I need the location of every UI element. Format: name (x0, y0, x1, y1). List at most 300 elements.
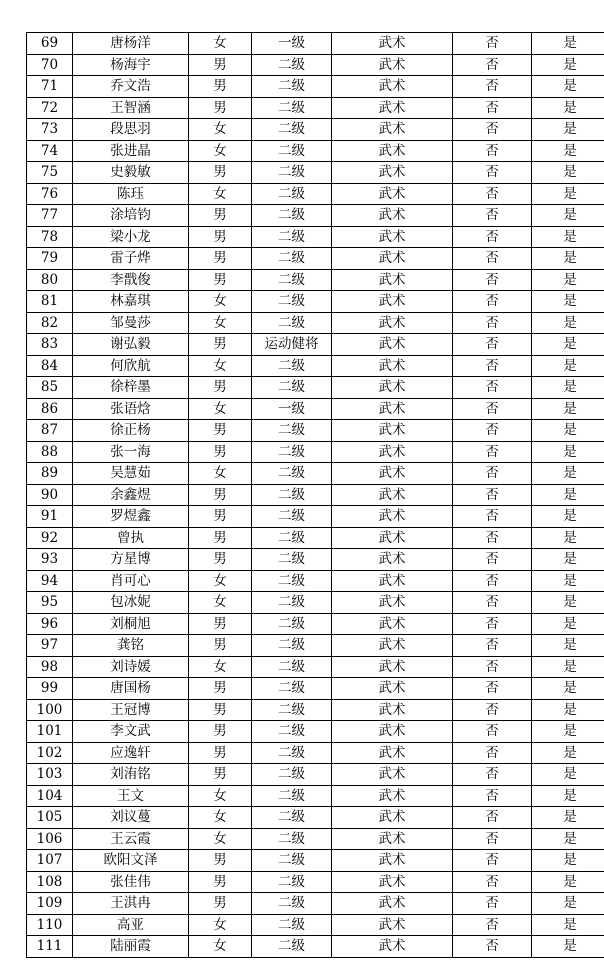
column-7-value: 是 (532, 635, 604, 657)
row-number: 77 (27, 205, 73, 227)
column-7-value: 是 (532, 269, 604, 291)
gender: 女 (189, 570, 252, 592)
table-row (27, 162, 604, 184)
sport: 武术 (332, 140, 453, 162)
table-row (27, 936, 604, 958)
athlete-name: 王云霞 (73, 828, 189, 850)
sport: 武术 (332, 656, 453, 678)
gender: 男 (189, 76, 252, 98)
athlete-name: 张进晶 (73, 140, 189, 162)
athlete-level: 二级 (252, 463, 332, 485)
column-6-value: 否 (453, 162, 532, 184)
column-7-value: 是 (532, 785, 604, 807)
gender: 男 (189, 549, 252, 571)
athlete-level: 二级 (252, 527, 332, 549)
table-row (27, 914, 604, 936)
table-row (27, 183, 604, 205)
gender: 女 (189, 914, 252, 936)
sport: 武术 (332, 33, 453, 55)
table-row (27, 97, 604, 119)
athlete-name: 刘桐旭 (73, 613, 189, 635)
athlete-name: 肖可心 (73, 570, 189, 592)
athlete-level: 二级 (252, 441, 332, 463)
athlete-name: 方星博 (73, 549, 189, 571)
column-7-value: 是 (532, 549, 604, 571)
athlete-level: 二级 (252, 914, 332, 936)
table-row (27, 721, 604, 743)
gender: 女 (189, 355, 252, 377)
table-row (27, 549, 604, 571)
column-6-value: 否 (453, 613, 532, 635)
athlete-level: 二级 (252, 871, 332, 893)
athlete-level: 二级 (252, 54, 332, 76)
athlete-name: 何欣航 (73, 355, 189, 377)
athlete-name: 张一海 (73, 441, 189, 463)
column-7-value: 是 (532, 828, 604, 850)
column-6-value: 否 (453, 635, 532, 657)
athlete-name: 谢弘毅 (73, 334, 189, 356)
column-7-value: 是 (532, 76, 604, 98)
row-number: 108 (27, 871, 73, 893)
column-6-value: 否 (453, 785, 532, 807)
row-number: 71 (27, 76, 73, 98)
column-7-value: 是 (532, 463, 604, 485)
gender: 女 (189, 140, 252, 162)
column-6-value: 否 (453, 119, 532, 141)
table-row (27, 463, 604, 485)
sport: 武术 (332, 635, 453, 657)
column-6-value: 否 (453, 441, 532, 463)
athlete-level: 二级 (252, 484, 332, 506)
table-row (27, 33, 604, 55)
column-7-value: 是 (532, 678, 604, 700)
sport: 武术 (332, 936, 453, 958)
athlete-level: 运动健将 (252, 334, 332, 356)
sport: 武术 (332, 893, 453, 915)
column-7-value: 是 (532, 893, 604, 915)
athlete-name: 陆丽霞 (73, 936, 189, 958)
row-number: 84 (27, 355, 73, 377)
gender: 女 (189, 183, 252, 205)
sport: 武术 (332, 205, 453, 227)
gender: 男 (189, 54, 252, 76)
sport: 武术 (332, 549, 453, 571)
gender: 男 (189, 420, 252, 442)
row-number: 92 (27, 527, 73, 549)
column-7-value: 是 (532, 377, 604, 399)
column-6-value: 否 (453, 527, 532, 549)
sport: 武术 (332, 742, 453, 764)
column-6-value: 否 (453, 936, 532, 958)
table-row (27, 76, 604, 98)
athlete-level: 二级 (252, 613, 332, 635)
column-6-value: 否 (453, 592, 532, 614)
column-6-value: 否 (453, 226, 532, 248)
athlete-level: 二级 (252, 828, 332, 850)
column-6-value: 否 (453, 914, 532, 936)
athlete-level: 二级 (252, 699, 332, 721)
gender: 男 (189, 678, 252, 700)
column-7-value: 是 (532, 742, 604, 764)
row-number: 101 (27, 721, 73, 743)
athlete-level: 二级 (252, 248, 332, 270)
athlete-level: 二级 (252, 570, 332, 592)
sport: 武术 (332, 355, 453, 377)
athlete-level: 二级 (252, 183, 332, 205)
sport: 武术 (332, 785, 453, 807)
column-7-value: 是 (532, 119, 604, 141)
sport: 武术 (332, 97, 453, 119)
gender: 男 (189, 893, 252, 915)
sport: 武术 (332, 334, 453, 356)
row-number: 70 (27, 54, 73, 76)
column-7-value: 是 (532, 656, 604, 678)
table-row (27, 377, 604, 399)
athlete-name: 徐正杨 (73, 420, 189, 442)
athlete-level: 二级 (252, 936, 332, 958)
column-6-value: 否 (453, 871, 532, 893)
athlete-level: 二级 (252, 291, 332, 313)
column-7-value: 是 (532, 33, 604, 55)
column-7-value: 是 (532, 420, 604, 442)
sport: 武术 (332, 527, 453, 549)
row-number: 83 (27, 334, 73, 356)
sport: 武术 (332, 721, 453, 743)
column-7-value: 是 (532, 140, 604, 162)
row-number: 82 (27, 312, 73, 334)
row-number: 79 (27, 248, 73, 270)
athlete-level: 二级 (252, 893, 332, 915)
column-6-value: 否 (453, 699, 532, 721)
sport: 武术 (332, 678, 453, 700)
athlete-name: 邹曼莎 (73, 312, 189, 334)
row-number: 74 (27, 140, 73, 162)
gender: 男 (189, 334, 252, 356)
table-row (27, 420, 604, 442)
gender: 男 (189, 248, 252, 270)
column-7-value: 是 (532, 291, 604, 313)
athlete-name: 杨海宇 (73, 54, 189, 76)
gender: 男 (189, 506, 252, 528)
row-number: 102 (27, 742, 73, 764)
column-6-value: 否 (453, 463, 532, 485)
athlete-name: 雷子烨 (73, 248, 189, 270)
column-7-value: 是 (532, 914, 604, 936)
athlete-name: 王文 (73, 785, 189, 807)
row-number: 88 (27, 441, 73, 463)
row-number: 75 (27, 162, 73, 184)
column-6-value: 否 (453, 33, 532, 55)
column-7-value: 是 (532, 162, 604, 184)
athlete-level: 二级 (252, 635, 332, 657)
column-7-value: 是 (532, 312, 604, 334)
table-row (27, 871, 604, 893)
athlete-level: 二级 (252, 850, 332, 872)
athlete-name: 乔文浩 (73, 76, 189, 98)
row-number: 95 (27, 592, 73, 614)
gender: 男 (189, 441, 252, 463)
table-row (27, 678, 604, 700)
gender: 女 (189, 463, 252, 485)
column-7-value: 是 (532, 613, 604, 635)
row-number: 80 (27, 269, 73, 291)
table-row (27, 742, 604, 764)
athlete-level: 二级 (252, 678, 332, 700)
column-7-value: 是 (532, 527, 604, 549)
athlete-level: 一级 (252, 398, 332, 420)
row-number: 91 (27, 506, 73, 528)
athlete-name: 梁小龙 (73, 226, 189, 248)
row-number: 109 (27, 893, 73, 915)
column-6-value: 否 (453, 656, 532, 678)
gender: 女 (189, 291, 252, 313)
athlete-level: 二级 (252, 205, 332, 227)
column-6-value: 否 (453, 76, 532, 98)
sport: 武术 (332, 183, 453, 205)
gender: 男 (189, 527, 252, 549)
sport: 武术 (332, 850, 453, 872)
column-6-value: 否 (453, 269, 532, 291)
gender: 男 (189, 850, 252, 872)
gender: 女 (189, 656, 252, 678)
column-7-value: 是 (532, 699, 604, 721)
athlete-name: 应逸轩 (73, 742, 189, 764)
table-row (27, 119, 604, 141)
column-7-value: 是 (532, 850, 604, 872)
column-6-value: 否 (453, 850, 532, 872)
athlete-level: 二级 (252, 226, 332, 248)
column-6-value: 否 (453, 140, 532, 162)
row-number: 111 (27, 936, 73, 958)
athlete-level: 二级 (252, 742, 332, 764)
table-row (27, 355, 604, 377)
athlete-name: 王智涵 (73, 97, 189, 119)
column-6-value: 否 (453, 334, 532, 356)
athlete-level: 二级 (252, 162, 332, 184)
column-7-value: 是 (532, 183, 604, 205)
athlete-name: 刘诗媛 (73, 656, 189, 678)
gender: 女 (189, 33, 252, 55)
athlete-level: 二级 (252, 97, 332, 119)
athlete-name: 包冰妮 (73, 592, 189, 614)
column-6-value: 否 (453, 484, 532, 506)
sport: 武术 (332, 570, 453, 592)
row-number: 105 (27, 807, 73, 829)
gender: 男 (189, 162, 252, 184)
table-row (27, 506, 604, 528)
athlete-name: 刘议蔓 (73, 807, 189, 829)
column-7-value: 是 (532, 54, 604, 76)
row-number: 87 (27, 420, 73, 442)
table-row (27, 807, 604, 829)
table-row (27, 828, 604, 850)
column-6-value: 否 (453, 570, 532, 592)
column-7-value: 是 (532, 97, 604, 119)
sport: 武术 (332, 291, 453, 313)
table-row (27, 269, 604, 291)
gender: 女 (189, 936, 252, 958)
column-7-value: 是 (532, 592, 604, 614)
gender: 男 (189, 205, 252, 227)
athlete-name: 陈珏 (73, 183, 189, 205)
athlete-level: 二级 (252, 721, 332, 743)
sport: 武术 (332, 248, 453, 270)
athlete-level: 二级 (252, 506, 332, 528)
column-6-value: 否 (453, 97, 532, 119)
athlete-name: 徐梓墨 (73, 377, 189, 399)
row-number: 98 (27, 656, 73, 678)
gender: 男 (189, 635, 252, 657)
gender: 女 (189, 119, 252, 141)
athlete-level: 二级 (252, 656, 332, 678)
athlete-level: 二级 (252, 785, 332, 807)
table-row (27, 54, 604, 76)
column-7-value: 是 (532, 398, 604, 420)
column-7-value: 是 (532, 226, 604, 248)
sport: 武术 (332, 119, 453, 141)
athlete-level: 二级 (252, 764, 332, 786)
column-7-value: 是 (532, 506, 604, 528)
column-6-value: 否 (453, 291, 532, 313)
column-6-value: 否 (453, 205, 532, 227)
sport: 武术 (332, 484, 453, 506)
roster-body (27, 33, 604, 958)
table-row (27, 291, 604, 313)
table-row (27, 893, 604, 915)
gender: 女 (189, 312, 252, 334)
sport: 武术 (332, 76, 453, 98)
sport: 武术 (332, 592, 453, 614)
row-number: 94 (27, 570, 73, 592)
column-6-value: 否 (453, 398, 532, 420)
column-6-value: 否 (453, 721, 532, 743)
table-row (27, 484, 604, 506)
table-row (27, 570, 604, 592)
table-row (27, 850, 604, 872)
sport: 武术 (332, 871, 453, 893)
row-number: 93 (27, 549, 73, 571)
athlete-name: 李文武 (73, 721, 189, 743)
athlete-name: 曾执 (73, 527, 189, 549)
gender: 女 (189, 828, 252, 850)
row-number: 106 (27, 828, 73, 850)
column-6-value: 否 (453, 764, 532, 786)
column-7-value: 是 (532, 248, 604, 270)
table-row (27, 635, 604, 657)
athlete-level: 二级 (252, 549, 332, 571)
gender: 女 (189, 398, 252, 420)
table-row (27, 764, 604, 786)
athlete-name: 段思羽 (73, 119, 189, 141)
sport: 武术 (332, 54, 453, 76)
row-number: 72 (27, 97, 73, 119)
column-6-value: 否 (453, 807, 532, 829)
table-row (27, 205, 604, 227)
athlete-level: 一级 (252, 33, 332, 55)
row-number: 69 (27, 33, 73, 55)
sport: 武术 (332, 226, 453, 248)
athlete-name: 罗煜鑫 (73, 506, 189, 528)
table-row (27, 334, 604, 356)
column-7-value: 是 (532, 871, 604, 893)
athlete-name: 张佳伟 (73, 871, 189, 893)
sport: 武术 (332, 463, 453, 485)
gender: 男 (189, 871, 252, 893)
table-row (27, 527, 604, 549)
gender: 男 (189, 742, 252, 764)
column-7-value: 是 (532, 570, 604, 592)
column-7-value: 是 (532, 355, 604, 377)
athlete-name: 龚铭 (73, 635, 189, 657)
sport: 武术 (332, 162, 453, 184)
athlete-level: 二级 (252, 119, 332, 141)
sport: 武术 (332, 914, 453, 936)
column-6-value: 否 (453, 420, 532, 442)
column-6-value: 否 (453, 549, 532, 571)
gender: 男 (189, 699, 252, 721)
table-row (27, 312, 604, 334)
column-6-value: 否 (453, 355, 532, 377)
row-number: 86 (27, 398, 73, 420)
row-number: 90 (27, 484, 73, 506)
sport: 武术 (332, 312, 453, 334)
gender: 女 (189, 592, 252, 614)
column-7-value: 是 (532, 334, 604, 356)
sport: 武术 (332, 807, 453, 829)
gender: 男 (189, 226, 252, 248)
athlete-level: 二级 (252, 420, 332, 442)
row-number: 96 (27, 613, 73, 635)
table-row (27, 248, 604, 270)
column-6-value: 否 (453, 742, 532, 764)
table-row (27, 226, 604, 248)
athlete-level: 二级 (252, 377, 332, 399)
athlete-name: 刘洧铭 (73, 764, 189, 786)
table-row (27, 699, 604, 721)
gender: 女 (189, 785, 252, 807)
row-number: 103 (27, 764, 73, 786)
row-number: 110 (27, 914, 73, 936)
row-number: 107 (27, 850, 73, 872)
column-7-value: 是 (532, 205, 604, 227)
athlete-name: 唐杨洋 (73, 33, 189, 55)
athlete-level: 二级 (252, 312, 332, 334)
athlete-name: 林嘉琪 (73, 291, 189, 313)
row-number: 97 (27, 635, 73, 657)
table-row (27, 785, 604, 807)
athlete-name: 史毅敏 (73, 162, 189, 184)
sport: 武术 (332, 441, 453, 463)
athlete-roster-table (26, 32, 604, 958)
athlete-name: 王冠博 (73, 699, 189, 721)
athlete-name: 吴慧茹 (73, 463, 189, 485)
column-7-value: 是 (532, 441, 604, 463)
sport: 武术 (332, 613, 453, 635)
gender: 男 (189, 484, 252, 506)
table-row (27, 592, 604, 614)
row-number: 99 (27, 678, 73, 700)
gender: 女 (189, 807, 252, 829)
column-6-value: 否 (453, 828, 532, 850)
athlete-name: 欧阳文泽 (73, 850, 189, 872)
column-6-value: 否 (453, 183, 532, 205)
row-number: 76 (27, 183, 73, 205)
column-7-value: 是 (532, 721, 604, 743)
gender: 男 (189, 269, 252, 291)
gender: 男 (189, 97, 252, 119)
row-number: 73 (27, 119, 73, 141)
athlete-level: 二级 (252, 807, 332, 829)
